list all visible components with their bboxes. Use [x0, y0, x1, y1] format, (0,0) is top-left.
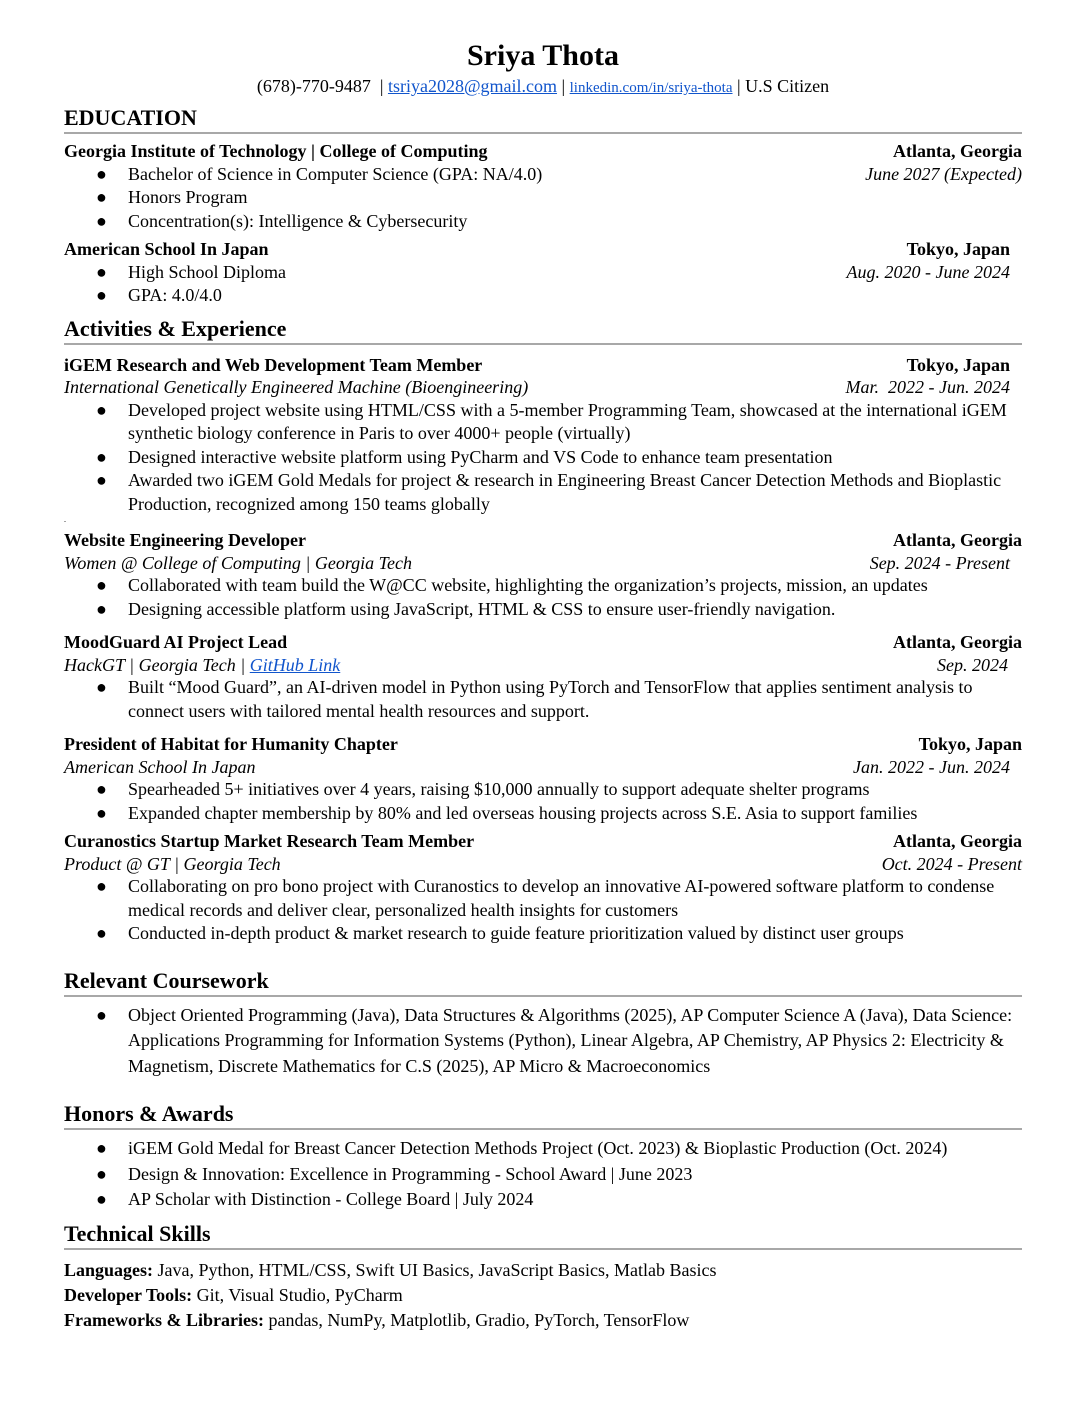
- bullet-icon: ●: [96, 399, 107, 420]
- stray-period: .: [64, 515, 66, 524]
- bullet-text: Built “Mood Guard”, an AI-driven model in Python using PyTorch and TensorFlow that applies sentiment analysis to connect users with tailored mental health resources and support.: [128, 677, 973, 721]
- bullet-icon: ●: [96, 802, 107, 823]
- bullet-icon: ●: [96, 575, 107, 595]
- education-detail: GPA: 4.0/4.0: [128, 285, 222, 305]
- bullet-text: Collaborating on pro bono project with Curanostics to develop an innovative AI-powered software platform to condense medical records and deliver clear, personalized health insights for customers: [128, 876, 995, 920]
- school-name: American School In Japan: [64, 239, 269, 259]
- bullet-icon: ●: [96, 598, 107, 619]
- coursework-list: Object Oriented Programming (Java), Data Structures & Algorithms (2025), AP Computer Science A (Java), Data Science: Applications Programming for Information Systems (Python), Linear Algebra, AP Chemistry, AP Physics 2: Electricity & Magnetism, Discrete Mathematics for C.S (2025), AP Micro & Macroeconomics: [128, 1004, 1013, 1076]
- bullet-icon: ●: [96, 446, 107, 467]
- list-item: [64, 1162, 1022, 1188]
- education-detail: Honors Program: [128, 187, 248, 207]
- experience-entry: [64, 733, 1022, 825]
- award-text: AP Scholar with Distinction - College Board | July 2024: [128, 1189, 534, 1209]
- list-item: [64, 875, 1022, 922]
- bullet-icon: ●: [96, 1163, 107, 1184]
- citizenship: U.S Citizen: [745, 76, 830, 96]
- organization: [64, 654, 340, 677]
- section-title-skills: Technical Skills: [64, 1220, 211, 1246]
- skill-label: Developer Tools:: [64, 1284, 193, 1305]
- skill-row: [64, 1258, 1022, 1283]
- bullet-icon: ●: [96, 923, 107, 943]
- role-title: MoodGuard AI Project Lead: [64, 632, 288, 652]
- phone-number: (678)-770-9487: [256, 76, 371, 96]
- organization: International Genetically Engineered Machine (Bioengineering): [64, 377, 529, 397]
- bullet-icon: ●: [96, 261, 107, 282]
- education-entry: [64, 238, 1022, 308]
- education-date: June 2027 (Expected): [865, 163, 1022, 184]
- skill-value: Java, Python, HTML/CSS, Swift UI Basics, JavaScript Basics, Matlab Basics: [153, 1259, 717, 1280]
- candidate-name: Sriya Thota: [467, 39, 619, 72]
- list-item: [64, 1136, 1022, 1162]
- bullet-text: Developed project website using HTML/CSS with a 5-member Programming Team, showcased at the international iGEM synthetic biology conference in Paris to over 4000+ people (virtually): [128, 399, 1007, 443]
- skill-label: Languages:: [64, 1259, 154, 1280]
- email-link[interactable]: tsriya2028@gmail.com: [387, 76, 558, 96]
- github-link[interactable]: GitHub Link: [249, 654, 341, 675]
- role-location: Tokyo, Japan: [918, 734, 1022, 754]
- section-title-experience: Activities & Experience: [64, 315, 287, 341]
- list-item: [64, 446, 1022, 470]
- list-item: [64, 676, 1022, 723]
- section-divider: [64, 132, 1022, 134]
- bullet-icon: ●: [96, 1004, 107, 1025]
- role-dates: Oct. 2024 - Present: [881, 853, 1022, 874]
- experience-entry: [64, 631, 1022, 723]
- bullet-text: Awarded two iGEM Gold Medals for project & research in Engineering Breast Cancer Detection Methods and Bioplastic Production, recognized among 150 teams globally: [128, 470, 1002, 514]
- bullet-icon: ●: [96, 1189, 107, 1209]
- bullet-icon: ●: [96, 285, 107, 305]
- contact-separator: |: [370, 76, 388, 96]
- section-title-coursework: Relevant Coursework: [64, 967, 269, 993]
- bullet-text: Expanded chapter membership by 80% and led overseas housing projects across S.E. Asia to support families: [128, 802, 918, 823]
- contact-separator: |: [732, 76, 746, 96]
- bullet-text: Designed interactive website platform using PyCharm and VS Code to enhance team presentation: [128, 446, 833, 467]
- bullet-text: Conducted in-depth product & market research to guide feature prioritization valued by distinct user groups: [128, 923, 904, 943]
- section-divider: [64, 995, 1022, 997]
- school-location: Atlanta, Georgia: [893, 141, 1022, 161]
- contact-line: [64, 75, 1022, 99]
- bullet-text: Spearheaded 5+ initiatives over 4 years, raising $10,000 annually to support adequate shelter programs: [128, 779, 870, 799]
- list-item: [64, 163, 1022, 187]
- contact-separator: |: [557, 76, 570, 96]
- skill-value: pandas, NumPy, Matplotlib, Gradio, PyTorch, TensorFlow: [263, 1309, 690, 1330]
- list-item: [64, 1003, 1022, 1080]
- resume-page: [64, 38, 1022, 1333]
- list-item: [64, 186, 1022, 210]
- list-item: [64, 469, 1022, 516]
- experience-entry: [64, 830, 1022, 946]
- linkedin-link[interactable]: linkedin.com/in/sriya-thota: [569, 80, 733, 96]
- bullet-text: Collaborated with team build the W@CC website, highlighting the organization’s projects, mission, an updates: [128, 575, 928, 595]
- bullet-icon: ●: [96, 187, 107, 207]
- role-dates: Sep. 2024: [937, 654, 1008, 675]
- list-item: [64, 598, 1022, 622]
- list-item: [64, 922, 1022, 946]
- skill-label: Frameworks & Libraries:: [64, 1309, 264, 1330]
- role-location: Atlanta, Georgia: [893, 831, 1022, 851]
- section-title-honors: Honors & Awards: [64, 1101, 234, 1126]
- skill-value: Git, Visual Studio, PyCharm: [192, 1284, 403, 1305]
- section-divider: [64, 343, 1022, 345]
- organization: Product @ GT | Georgia Tech: [64, 853, 281, 874]
- education-detail: High School Diploma: [128, 261, 286, 282]
- bullet-icon: ●: [96, 779, 107, 799]
- education-date: Aug. 2020 - June 2024: [846, 261, 1010, 282]
- award-text: Design & Innovation: Excellence in Programming - School Award | June 2023: [128, 1163, 693, 1184]
- education-entry: [64, 140, 1022, 233]
- education-detail: Bachelor of Science in Computer Science (GPA: NA/4.0): [128, 163, 543, 184]
- experience-entry: [64, 529, 1022, 621]
- list-item: [64, 802, 1022, 826]
- list-item: [64, 261, 1022, 285]
- skill-row: [64, 1283, 1022, 1308]
- list-item: [64, 1187, 1022, 1213]
- organization-text: HackGT | Georgia Tech |: [64, 654, 250, 675]
- role-dates: Jan. 2022 - Jun. 2024: [853, 756, 1010, 777]
- award-text: iGEM Gold Medal for Breast Cancer Detection Methods Project (Oct. 2023) & Bioplastic Production (Oct. 2024): [128, 1138, 948, 1158]
- role-dates: Sep. 2024 - Present: [869, 552, 1010, 573]
- organization: Women @ College of Computing | Georgia Tech: [64, 552, 412, 573]
- role-dates: Mar. 2022 - Jun. 2024: [845, 377, 1010, 397]
- list-item: [64, 210, 1022, 234]
- list-item: [64, 778, 1022, 802]
- section-divider: [64, 1248, 1022, 1250]
- role-title: iGEM Research and Web Development Team Member: [64, 354, 483, 375]
- section-title-education: EDUCATION: [64, 105, 197, 130]
- role-location: Atlanta, Georgia: [893, 530, 1022, 550]
- bullet-icon: ●: [96, 163, 107, 184]
- section-divider: [64, 1128, 1022, 1130]
- organization: American School In Japan: [64, 756, 256, 777]
- school-name: Georgia Institute of Technology | College of Computing: [64, 141, 488, 161]
- bullet-icon: ●: [96, 677, 107, 697]
- list-item: [64, 574, 1022, 598]
- bullet-icon: ●: [96, 210, 107, 231]
- bullet-icon: ●: [96, 470, 107, 490]
- role-location: Atlanta, Georgia: [893, 632, 1022, 652]
- school-location: Tokyo, Japan: [906, 239, 1010, 259]
- experience-entry: [64, 354, 1022, 525]
- bullet-text: Designing accessible platform using JavaScript, HTML & CSS to ensure user-friendly navigation.: [128, 598, 836, 619]
- education-detail: Concentration(s): Intelligence & Cybersecurity: [128, 210, 468, 231]
- skill-row: [64, 1308, 1022, 1333]
- bullet-icon: ●: [96, 876, 107, 896]
- role-title: Website Engineering Developer: [64, 530, 306, 550]
- bullet-icon: ●: [96, 1138, 107, 1158]
- role-location: Tokyo, Japan: [906, 354, 1010, 375]
- role-title: President of Habitat for Humanity Chapter: [64, 734, 398, 754]
- list-item: [64, 399, 1022, 446]
- list-item: [64, 284, 1022, 308]
- role-title: Curanostics Startup Market Research Team Member: [64, 831, 475, 851]
